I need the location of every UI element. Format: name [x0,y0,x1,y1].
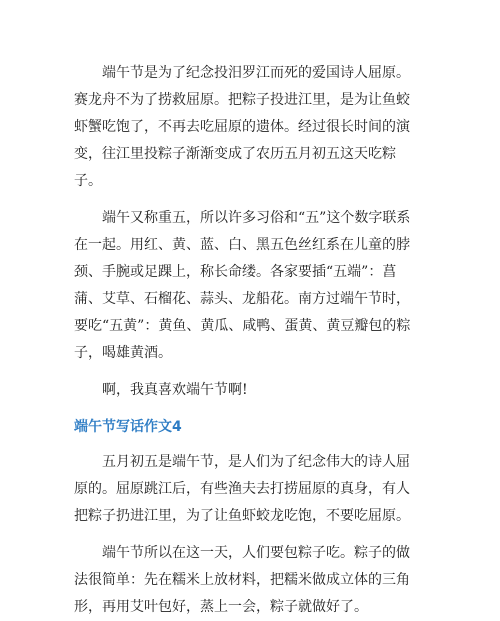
paragraph-exclamation: 啊，我真喜欢端午节啊! [102,382,248,398]
paragraph-zongzi: 端午节所以在这一天，人们要包粽子吃。粽子的做法很简单：先在糯米上放材料，把糯米做成立体的三角形，再用艾叶包好，蒸上一会，粽子就做好了。 [74,545,410,615]
paragraph-qu-yuan: 五月初五是端午节，是人们为了纪念伟大的诗人屈原的。屈原跳江后，有些渔夫去打捞屈原的真身，有人把粽子扔进江里，为了让鱼虾蛟龙吃饱，不要吃屈原。 [74,454,410,524]
document-body [74,60,414,621]
section-heading: 端午节写话作文4 [74,419,182,435]
paragraph-customs: 端午又称重五，所以许多习俗和“五”这个数字联系在一起。用红、黄、蓝、白、黑五色丝红系在儿童的脖颈、手腕或足踝上，称长命缕。各家要插“五端”：菖蒲、艾草、石榴花、蒜头、龙船花。南方过端午节时，要吃“五黄”：黄鱼、黄瓜、咸鸭、蛋黄、黄豆瓣包的粽子，喝雄黄酒。 [74,210,411,361]
paragraph-origin: 端午节是为了纪念投汨罗江而死的爱国诗人屈原。赛龙舟不为了捞救屈原。把粽子投进江里，是为让鱼蛟虾蟹吃饱了，不再去吃屈原的遗体。经过很长时间的演变，往江里投粽子渐渐变成了农历五月初五这天吃粽子。 [74,65,410,189]
